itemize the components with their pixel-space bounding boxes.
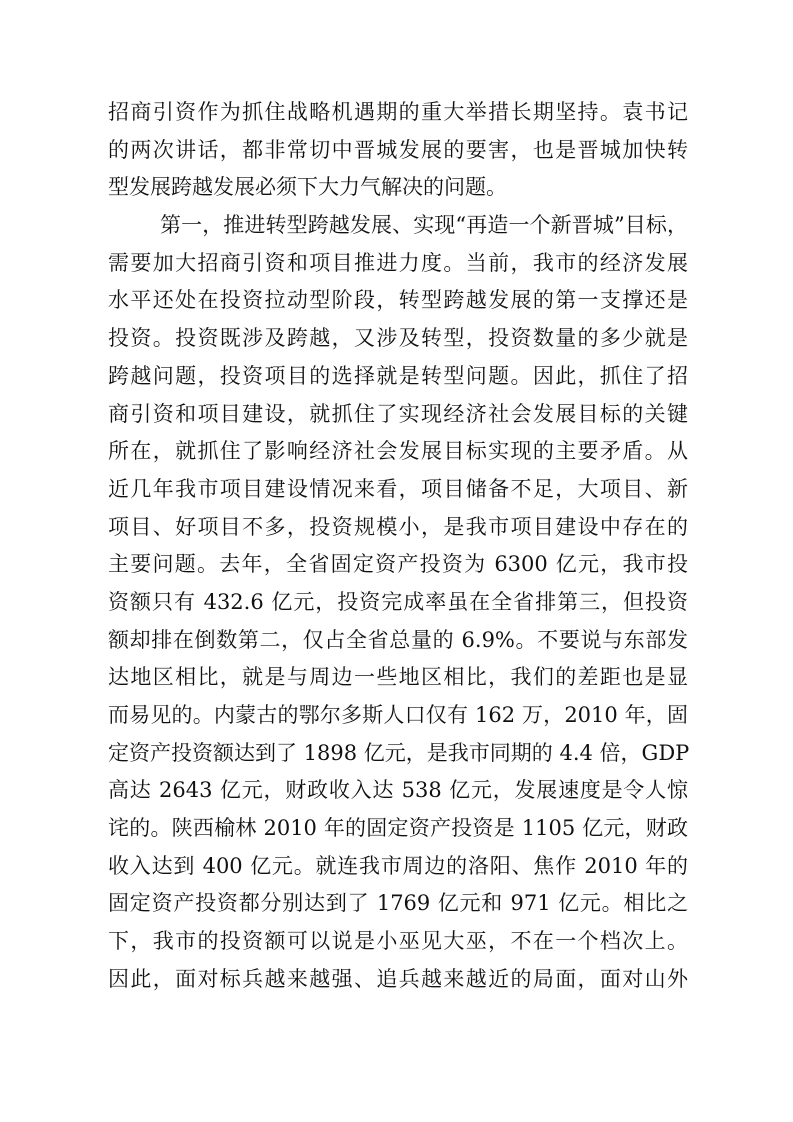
text-line: 因此，面对标兵越来越强、追兵越来越近的局面，面对山外 — [108, 966, 688, 991]
text-line: 跨越问题，投资项目的选择就是转型问题。因此，抓住了招 — [108, 363, 688, 388]
text-line: 所在，就抓住了影响经济社会发展目标实现的主要矛盾。从 — [108, 439, 688, 464]
text-line: 达地区相比，就是与周边一些地区相比，我们的差距也是显 — [108, 665, 688, 690]
text-line: 的两次讲话，都非常切中晋城发展的要害，也是晋城加快转 — [108, 137, 688, 162]
text-line: 而易见的。内蒙古的鄂尔多斯人口仅有 162 万，2010 年，固 — [108, 703, 688, 727]
text-line: 投资。投资既涉及跨越，又涉及转型，投资数量的多少就是 — [108, 326, 688, 351]
document-page — [108, 94, 688, 999]
text-line: 需要加大招商引资和项目推进力度。当前，我市的经济发展 — [108, 250, 688, 275]
text-line: 下，我市的投资额可以说是小巫见大巫，不在一个档次上。 — [108, 929, 688, 954]
text-line: 定资产投资额达到了 1898 亿元，是我市同期的 4.4 倍，GDP — [108, 740, 690, 765]
text-line: 近几年我市项目建设情况来看，项目储备不足，大项目、新 — [108, 476, 688, 501]
text-line: 项目、好项目不多，投资规模小，是我市项目建设中存在的 — [108, 514, 688, 539]
text-line: 收入达到 400 亿元。就连我市周边的洛阳、焦作 2010 年的 — [108, 853, 688, 878]
text-line: 诧的。陕西榆林 2010 年的固定资产投资是 1105 亿元，财政 — [108, 816, 688, 841]
paragraph-first-line: 第一，推进转型跨越发展、实现“再造一个新晋城”目标， — [160, 213, 688, 238]
text-line: 商引资和项目建设，就抓住了实现经济社会发展目标的关键 — [108, 401, 688, 426]
text-line: 主要问题。去年，全省固定资产投资为 6300 亿元，我市投 — [108, 552, 688, 577]
text-line: 招商引资作为抓住战略机遇期的重大举措长期坚持。袁书记 — [108, 100, 688, 124]
text-line: 资额只有 432.6 亿元，投资完成率虽在全省排第三，但投资 — [108, 589, 688, 614]
text-line: 固定资产投资都分别达到了 1769 亿元和 971 亿元。相比之 — [108, 891, 688, 916]
text-line: 型发展跨越发展必须下大力气解决的问题。 — [108, 175, 507, 200]
text-line: 高达 2643 亿元，财政收入达 538 亿元，发展速度是令人惊 — [108, 778, 688, 803]
text-line: 额却排在倒数第二，仅占全省总量的 6.9%。不要说与东部发 — [108, 627, 688, 652]
text-line: 水平还处在投资拉动型阶段，转型跨越发展的第一支撑还是 — [108, 288, 688, 313]
